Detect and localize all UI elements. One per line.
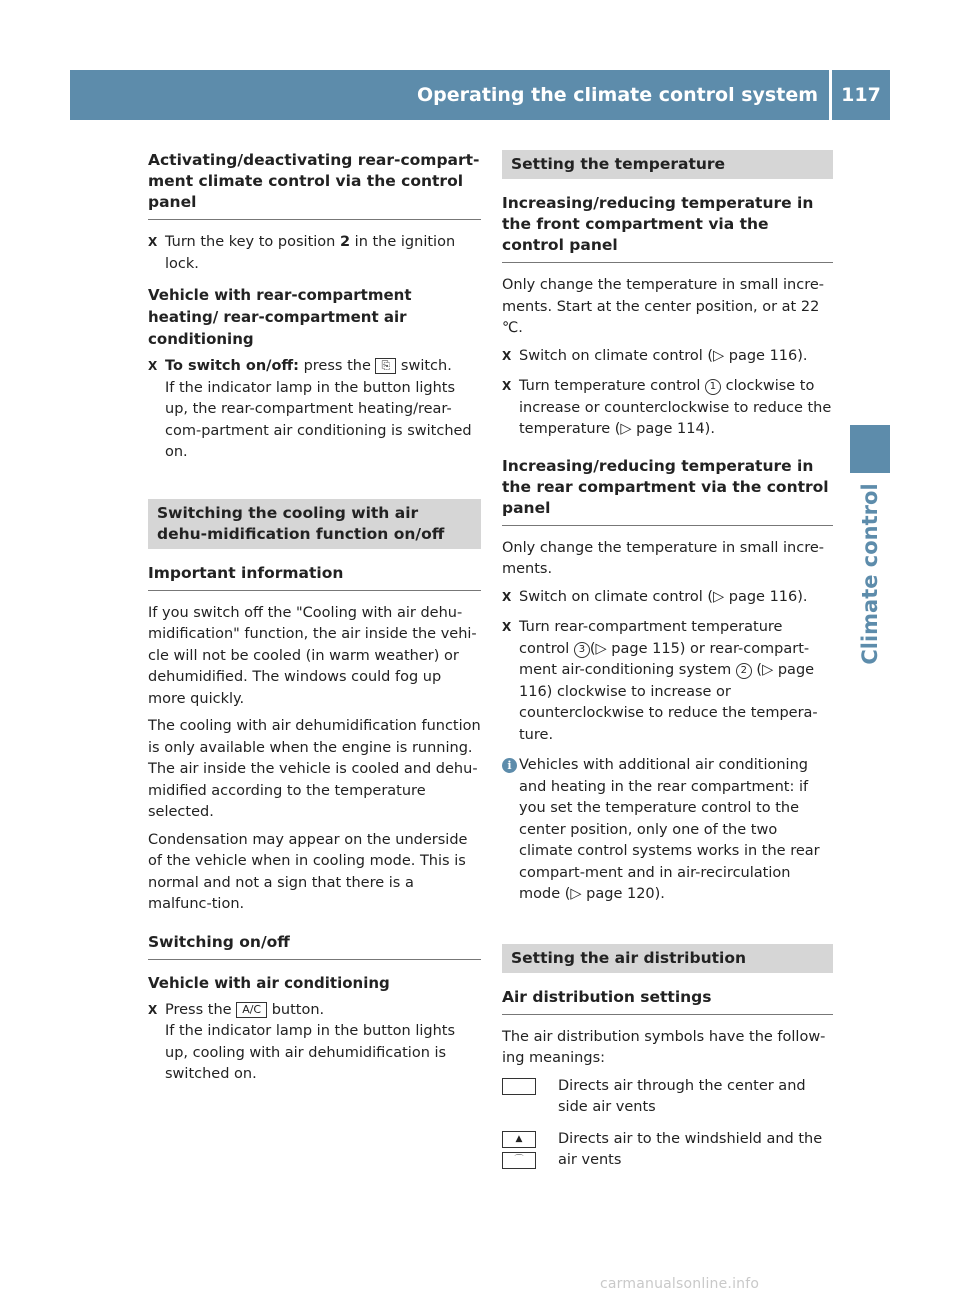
step-arrow-icon: X [502,589,512,604]
step-turn-rear-temp-control: X Turn rear-compartment temperature control 3 (▷ page 115) or rear-compart-ment air-conditioning system 2 (▷ page 116) clockwise to increase or counterclockwise to reduce the tempera-ture. [502,619,818,743]
step-turn-temp-control: X Turn temperature control 1 clockwise to increase or counterclockwise to reduce the temperature (▷ page 114). [502,378,832,437]
step-press-ac: X Press the A/C button. If the indicator lamp in the button lights up, cooling with air dehumidification is switched on. [148,1001,456,1082]
header-divider [829,70,832,120]
heading-switching-on-off: Switching on/off [148,932,481,960]
air-distribution-row: ▲ ⌒ Directs air to the windshield and the air vents [502,1129,833,1172]
heading-air-distribution-settings: Air distribution settings [502,987,833,1015]
info-note: i Vehicles with additional air conditioning and heating in the rear compartment: if you set the temperature control to the center position, only one of the two climate control systems works in the rear compart-ment and in air-recirculation mode (▷ page 120). [502,755,833,906]
step-arrow-icon: X [502,379,512,393]
center-side-vents-icon [502,1078,536,1095]
heading-rear-temperature: Increasing/reducing temperature in the rear compartment via the control panel [502,456,833,526]
paragraph: The air distribution symbols have the follow-ing meanings: [502,1028,826,1066]
paragraph: Only change the temperature in small incre-ments. Start at the center position, or at 22 ℃. [502,277,824,336]
watermark: carmanualsonline.info [600,1276,760,1292]
rear-climate-switch-icon: ⎘ [375,358,396,374]
paragraph: Only change the temperature in small incre-ments. [502,539,824,577]
heading-important-info: Important information [148,563,481,591]
ac-button-icon: A/C [236,1002,267,1018]
section-band-cooling: Switching the cooling with air dehu-midification function on/off [148,499,481,549]
callout-number-icon: 2 [736,663,752,679]
left-column [148,150,481,1095]
callout-number-icon: 1 [705,379,721,395]
step-arrow-icon: X [148,1002,158,1017]
right-column [502,150,833,1182]
step-arrow-icon: X [502,348,512,363]
section-heading-rear-control: Activating/deactivating rear-compart-ment climate control via the control panel [148,150,481,220]
step-switch-on-climate: X Switch on climate control (▷ page 116). [502,346,833,368]
info-icon: i [502,758,517,773]
page-number: 117 [841,84,881,106]
subheading-air-conditioning: Vehicle with air conditioning [148,973,390,992]
header-bar [70,70,890,120]
heading-front-temperature: Increasing/reducing temperature in the front compartment via the control panel [502,193,833,263]
subheading-rear-heating: Vehicle with rear-compartment heating/ rear-compartment air conditioning [148,286,412,348]
step-turn-key: X Turn the key to position 2 in the ignition lock. [148,234,456,272]
chapter-title: Operating the climate control system [416,84,818,106]
paragraph: The cooling with air dehumidification function is only available when the engine is running. The air inside the vehicle is cooled and dehu-midified according to the temperature selected. [148,718,481,820]
section-band-air-distribution: Setting the air distribution [502,944,833,973]
step-switch-rear: X To switch on/off: press the ⎘ switch. If the indicator lamp in the button lights up, the rear-compartment heating/rear-com-partment air conditioning is switched on. [148,358,472,460]
step-arrow-icon: X [502,620,512,634]
paragraph: Condensation may appear on the underside of the vehicle when in cooling mode. This is normal and not a sign that there is a malfunc-tion. [148,831,468,912]
side-tab-marker [850,425,890,473]
step-switch-on-climate-rear: X Switch on climate control (▷ page 116). [502,587,833,609]
paragraph: If you switch off the "Cooling with air dehu-midification" function, the air inside the vehi-cle will not be cooled (in warm weather) or dehumidified. The windows could fog up more quickly. [148,604,477,707]
side-tab-label: Climate control [858,483,882,665]
section-band-temperature: Setting the temperature [502,150,833,179]
callout-number-icon: 3 [574,642,590,658]
air-distribution-row: Directs air through the center and side air vents [502,1076,833,1119]
windshield-arrow-icon: ▲ [502,1131,536,1148]
side-tab [850,484,890,664]
step-arrow-icon: X [148,235,158,249]
windshield-vents-icon: ⌒ [502,1152,536,1169]
step-arrow-icon: X [148,359,158,373]
